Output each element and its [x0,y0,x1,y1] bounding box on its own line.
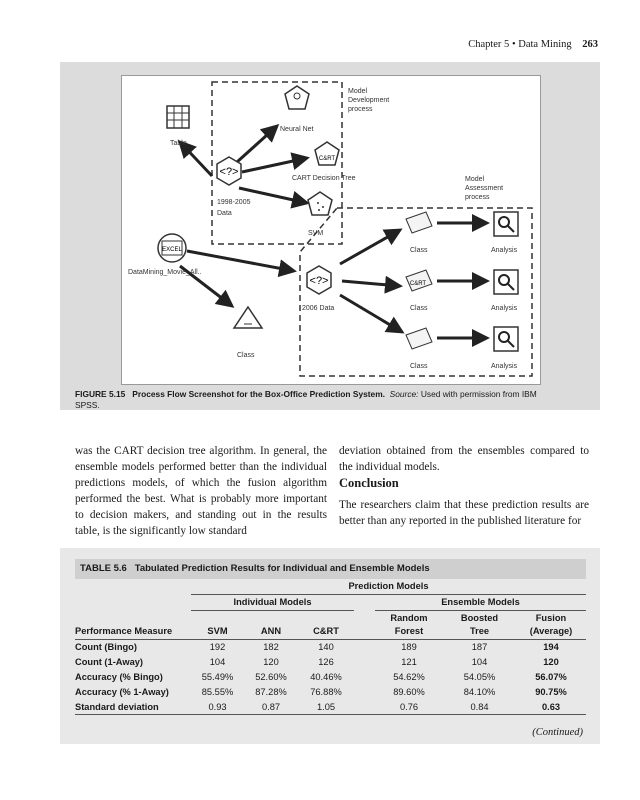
table-cell: 84.10% [463,687,496,697]
class-nugget-3-icon [406,328,432,349]
table-icon [167,106,189,128]
table-cell: 104 [471,657,488,667]
figure-caption-source-text: Used with permission from IBM SPSS. [75,389,537,410]
column-header-4-line2: Forest [394,626,424,636]
body-right-column-top: deviation obtained from the ensembles compared to the individual models. [339,445,589,473]
table-cell: 76.88% [310,687,342,697]
label-neural-net: Neural Net [280,126,314,133]
label-1998-2005-data: 1998-2005 Data [217,199,251,217]
body-left-column: was the CART decision tree algorithm. In general, the ensemble models performed better than the individual predictions models, of which the fusion algorithm performed the best. What is probably more important to decision makers, and standing out in the results table, is the significantly low standard [75,445,327,537]
table-cell: 52.60% [255,672,287,682]
continued-note: (Continued) [532,727,583,738]
select-2006-icon [307,266,331,294]
table-cell: 121 [401,657,417,667]
label-cart-tree: CART Decision Tree [292,175,356,182]
column-header-1-line2: SVM [207,626,228,636]
class-nugget-1-icon [406,212,432,233]
table-cell: 55.49% [201,672,234,682]
label-model-assessment: Model Assessment process [465,176,504,201]
figure-caption-label: FIGURE 5.15 [75,389,126,399]
table-cell: 0.76 [399,702,419,712]
table-cell: 0.93 [208,702,227,712]
table-cell: 1.05 [316,702,336,712]
subheader-ensemble-models: Ensemble Models [441,597,520,607]
row-measure: Count (Bingo) [75,642,137,652]
figure-diagram [121,75,541,385]
label-datamining-source: DataMining_Movie_All.. [128,269,202,276]
row-measure: Count (1-Away) [75,657,144,667]
table-title: Tabulated Prediction Results for Individual and Ensemble Models [134,563,430,574]
running-head-title: Data Mining [518,39,572,50]
table-cell: 56.07% [535,672,567,682]
table-cell: 54.62% [393,672,425,682]
cart-tree-icon [315,142,339,165]
svg-text:C&RT: C&RT [409,281,427,287]
table-cell: 54.05% [463,672,496,682]
class-nugget-2-icon [406,270,432,291]
table-cell: 182 [263,642,279,652]
svg-text:C&RT: C&RT [318,156,336,162]
label-2006-data: 2006 Data [302,305,335,312]
table-cell: 0.84 [470,702,489,712]
label-class-1: Class [410,247,428,254]
table-label: TABLE 5.6 [80,563,127,574]
excel-source-icon [158,234,186,262]
svm-icon [308,192,332,215]
table-cell: 126 [318,657,334,667]
column-header-4-line1: Random [390,613,428,623]
column-header-3-line2: C&RT [313,626,339,636]
table-cell: 189 [401,642,417,652]
column-header-5-line2: Tree [469,626,490,636]
page-number: 263 [582,39,598,50]
row-measure: Standard deviation [75,702,159,712]
table-cell: 90.75% [535,687,567,697]
analysis-2-icon [494,270,518,294]
column-header-0-line2: Performance Measure [75,626,173,636]
row-measure: Accuracy (% Bingo) [75,672,163,682]
table-cell: 192 [209,642,226,652]
column-header-6-line1: Fusion [535,613,567,623]
row-measure: Accuracy (% 1-Away) [75,687,169,697]
svg-text:<?>: <?> [219,166,239,178]
table-cell: 187 [471,642,488,652]
table-cell: 87.28% [255,687,287,697]
neural-net-icon [285,86,309,109]
section-heading-conclusion: Conclusion [339,476,399,490]
table-cell: 120 [263,657,279,667]
svg-text:EXCEL: EXCEL [162,247,182,253]
analysis-1-icon [494,212,518,236]
label-class-lower: Class [237,352,255,359]
group-header-prediction-models: Prediction Models [348,581,429,591]
label-table: Table [170,140,187,147]
label-analysis-2: Analysis [491,305,518,312]
label-analysis-3: Analysis [491,363,518,370]
column-header-5-line1: Boosted [460,613,499,623]
process-flow-svg [122,76,540,384]
table-cell: 85.55% [201,687,234,697]
running-head-bullet: • [511,39,516,50]
label-analysis-1: Analysis [491,247,518,254]
subheader-individual-models: Individual Models [233,597,312,607]
label-model-development: Model Development process [348,88,390,113]
table-cell: 0.87 [261,702,281,712]
table-cell: 120 [543,657,559,667]
class-distribution-icon [234,307,262,328]
svg-text:<?>: <?> [309,275,329,287]
table-cell: 140 [318,642,334,652]
table-cell: 194 [543,642,559,652]
figure-caption-source-label: Source: [389,389,419,399]
figure-caption [75,389,555,411]
label-svm: SVM [308,230,324,237]
table-cell: 0.63 [541,702,561,712]
column-header-6-line2: (Average) [529,626,573,636]
table-cell: 40.46% [310,672,342,682]
running-head [468,39,598,50]
running-head-chapter: Chapter 5 [468,39,510,50]
body-right-column-bottom: The researchers claim that these prediction results are better than any reported in the published literature for [339,499,589,527]
table-cell: 104 [209,657,226,667]
label-class-2: Class [410,305,428,312]
label-class-3: Class [410,363,428,370]
table-title-bar [75,559,586,579]
analysis-3-icon [494,327,518,351]
figure-caption-text: Process Flow Screenshot for the Box-Office Prediction System. [132,389,385,399]
column-header-2-line2: ANN [260,626,282,636]
select-1998-2005-icon [217,157,241,185]
table-cell: 89.60% [393,687,425,697]
